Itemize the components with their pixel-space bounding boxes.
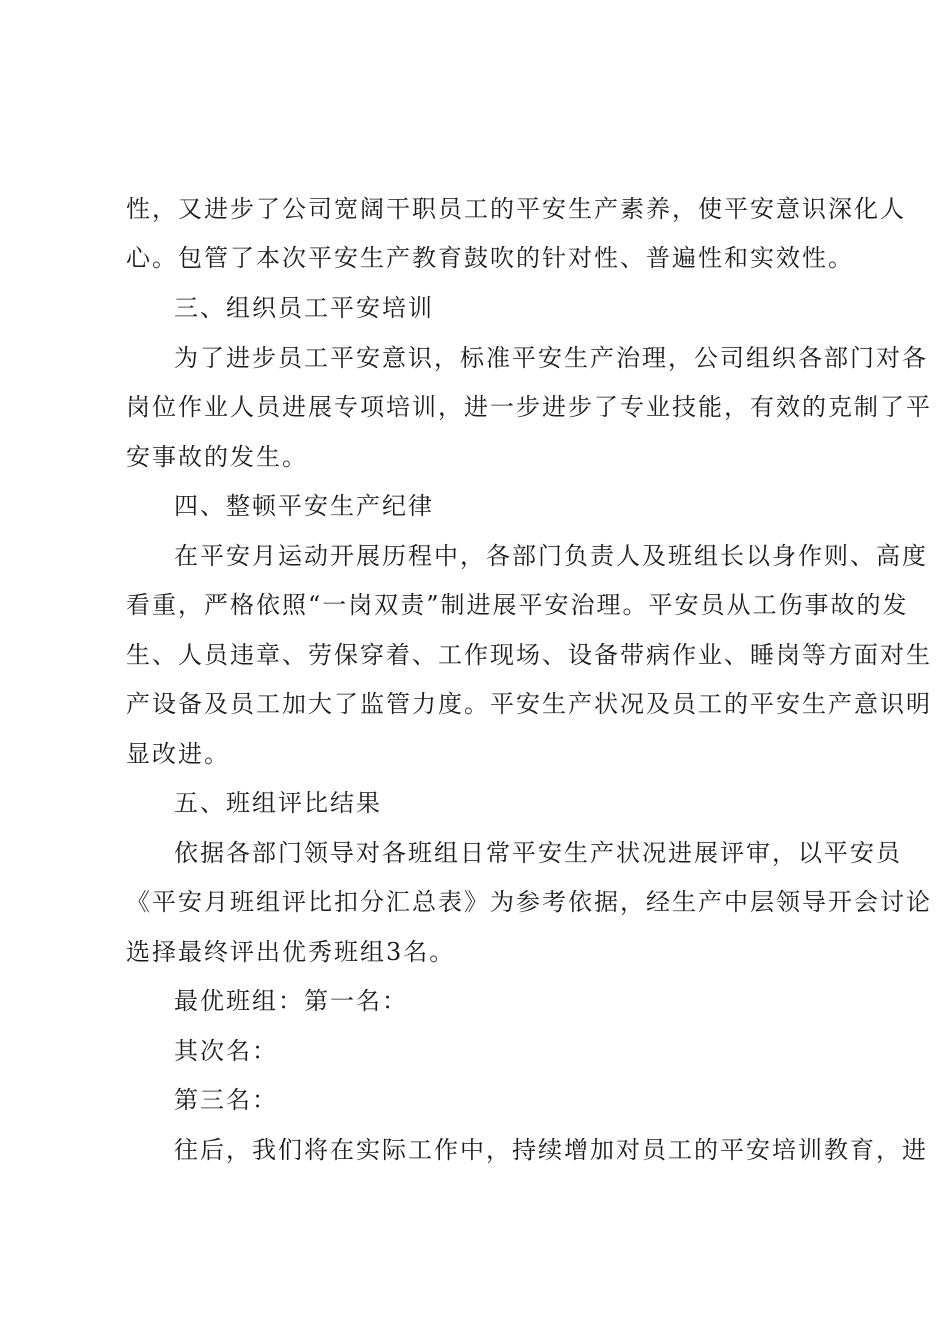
- paragraph-line: 产设备及员工加大了监管力度。平安生产状况及员工的平安生产意识明: [126, 690, 932, 718]
- paragraph-line: 往后，我们将在实际工作中，持续增加对员工的平安培训教育，进: [174, 1136, 928, 1164]
- paragraph-line: 显改进。: [126, 740, 230, 768]
- section-heading: 四、整顿平安生产纪律: [174, 492, 434, 520]
- paragraph-line: 岗位作业人员进展专项培训，进一步进步了专业技能，有效的克制了平: [126, 393, 932, 421]
- paragraph-line: 心。包管了本次平安生产教育鼓吹的针对性、普遍性和实效性。: [126, 244, 854, 272]
- section-heading: 三、组织员工平安培训: [174, 294, 434, 322]
- award-line: 最优班组：第一名：: [174, 987, 408, 1015]
- award-line: 第三名：: [174, 1086, 278, 1114]
- paragraph-line: 生、人员违章、劳保穿着、工作现场、设备带病作业、睡岗等方面对生: [126, 641, 932, 669]
- paragraph-line: 看重，严格依照“一岗双责”制进展平安治理。平安员从工伤事故的发: [126, 591, 909, 619]
- paragraph-line: 《平安月班组评比扣分汇总表》为参考依据，经生产中层领导开会讨论: [126, 888, 932, 916]
- award-line: 其次名：: [174, 1037, 278, 1065]
- paragraph-line: 为了进步员工平安意识，标准平安生产治理，公司组织各部门对各: [174, 344, 928, 372]
- paragraph-line: 选择最终评出优秀班组3名。: [126, 938, 456, 966]
- paragraph-line: 在平安月运动开展历程中，各部门负责人及班组长以身作则、高度: [174, 542, 928, 570]
- paragraph-line: 性，又进步了公司宽阔干职员工的平安生产素养，使平安意识深化人: [126, 195, 906, 223]
- paragraph-line: 安事故的发生。: [126, 443, 308, 471]
- section-heading: 五、班组评比结果: [174, 789, 382, 817]
- paragraph-line: 依据各部门领导对各班组日常平安生产状况进展评审，以平安员: [174, 839, 902, 867]
